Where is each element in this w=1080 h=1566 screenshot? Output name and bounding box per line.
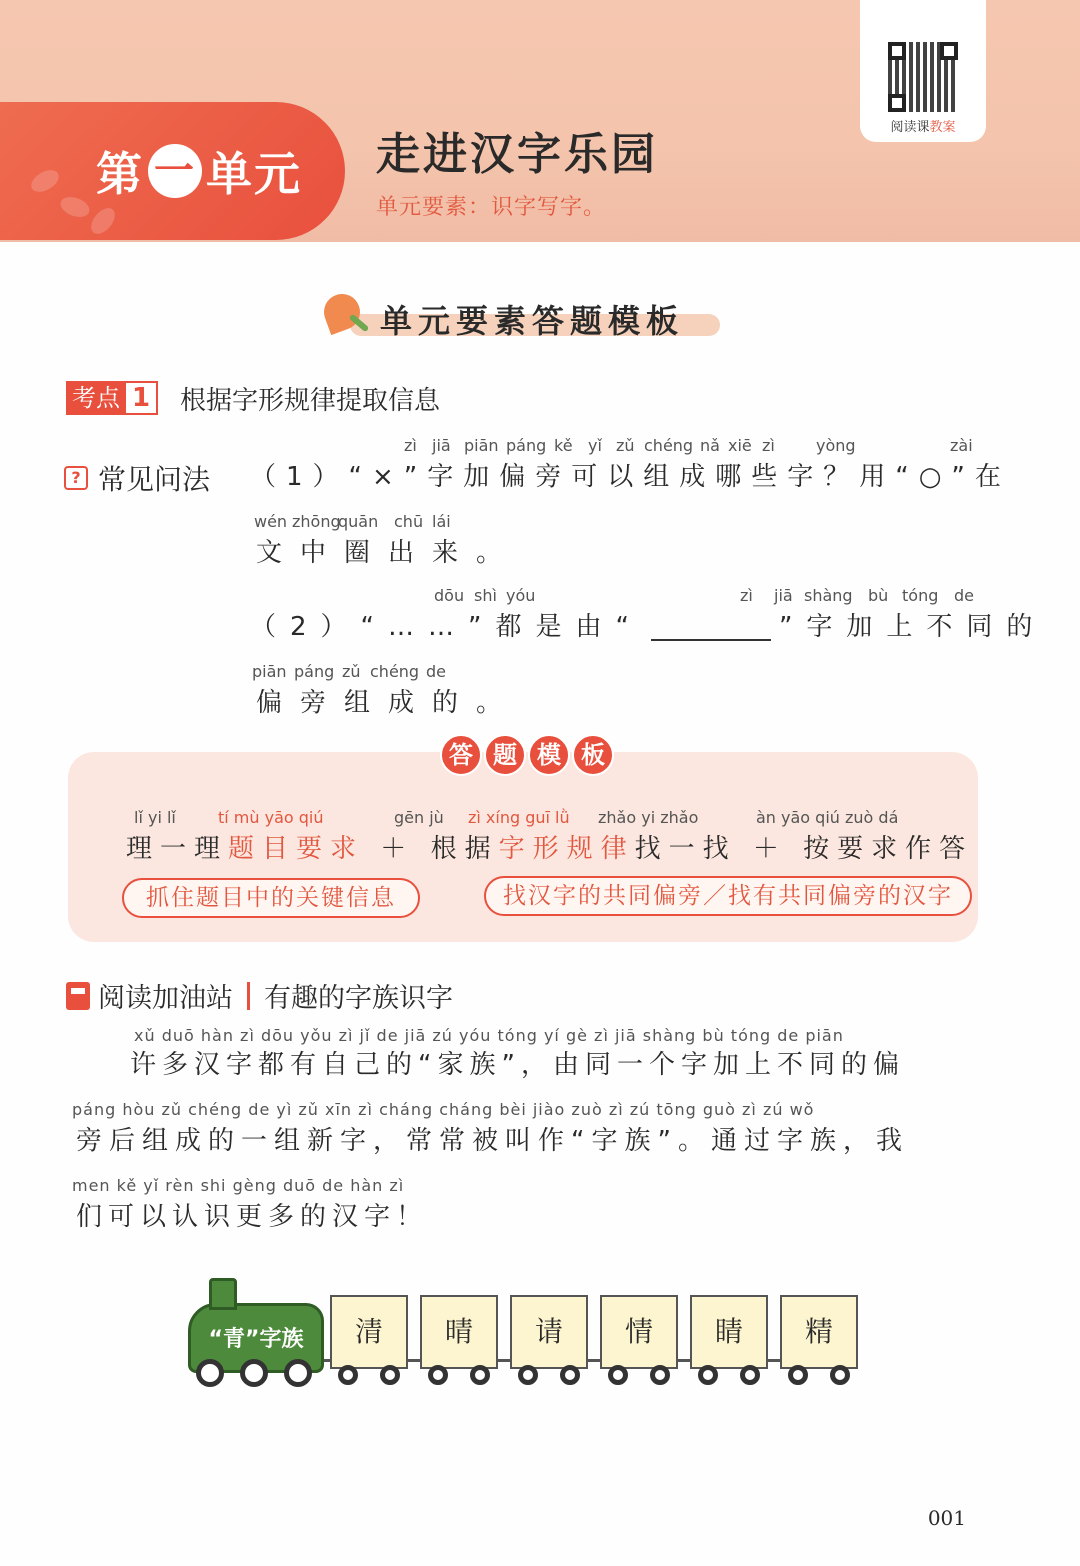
template-pinyin: àn yāo qiú zuò dá <box>756 808 899 827</box>
train-car: 清 <box>330 1295 408 1369</box>
pinyin-syllable: nǎ <box>700 436 720 455</box>
car-wheel-icon <box>518 1365 538 1385</box>
question1-line1: （1）“×”字加偏旁可以组成哪些字？用“○”在 <box>250 462 1011 492</box>
pinyin-syllable: de <box>426 662 446 681</box>
template-pinyin: lǐ yi lǐ <box>134 808 176 827</box>
pinyin-syllable: tóng <box>902 586 939 605</box>
pinyin-syllable: shàng <box>804 586 853 605</box>
question2-line1-a: （2）“……”都是由“ <box>250 612 643 642</box>
pinyin-syllable: yóu <box>506 586 536 605</box>
pinyin-syllable: quān <box>338 512 379 531</box>
reading-line: 旁后组成的一组新字，常常被叫作“字族”。通过字族，我 <box>76 1126 909 1156</box>
pinyin-syllable: dōu <box>434 586 465 605</box>
car-wheel-icon <box>428 1365 448 1385</box>
kaodian-heading <box>66 381 440 415</box>
common-question-label: 常见问法 <box>98 463 211 496</box>
pinyin-syllable: jiā <box>432 436 451 455</box>
hint-pill: 抓住题目中的关键信息 <box>122 878 420 918</box>
pinyin-syllable: de <box>954 586 974 605</box>
pinyin-syllable: zài <box>950 436 973 455</box>
question2-line1-b: ”字加上不同的 <box>778 612 1047 642</box>
question2-line2: 偏旁组成的。 <box>256 688 521 718</box>
answer-blank[interactable] <box>651 615 771 641</box>
train-car: 情 <box>600 1295 678 1369</box>
reading-line: 们可以认识更多的汉字！ <box>76 1202 429 1232</box>
unit-suffix: 单元 <box>206 147 302 201</box>
pinyin-syllable: chéng <box>644 436 694 455</box>
qr-corner-icon <box>888 42 906 60</box>
car-wheel-icon <box>380 1365 400 1385</box>
badge-char: 题 <box>484 734 526 776</box>
unit-element: 单元要素：识字写字。 <box>376 195 607 220</box>
template-keyword: 题目要求 <box>228 834 365 864</box>
kaodian-number: 1 <box>126 381 158 415</box>
kaodian-tag: 考点 <box>66 381 126 415</box>
reading-heading <box>66 976 453 1015</box>
pinyin-syllable: zhōng <box>292 512 341 531</box>
unit-label <box>96 138 302 204</box>
character-family-train <box>178 1275 868 1395</box>
pinyin-syllable: kě <box>554 436 573 455</box>
wheel-icon <box>284 1359 312 1387</box>
reading-line: 许多汉字都有自己的“家族”，由同一个字加上不同的偏 <box>130 1050 905 1080</box>
plus-sign: ＋ <box>752 834 787 864</box>
pinyin-syllable: yòng <box>816 436 856 455</box>
train-car: 精 <box>780 1295 858 1369</box>
template-pinyin: zì xíng guī lǜ <box>468 808 570 827</box>
pinyin-syllable: wén <box>254 512 288 531</box>
template-step: 按要求作答 <box>803 834 974 864</box>
pinyin-syllable: xiē <box>728 436 752 455</box>
template-keyword: 字形规律 <box>498 834 635 864</box>
hint-pill: 找汉字的共同偏旁／找有共同偏旁的汉字 <box>484 876 972 916</box>
badge-char: 模 <box>528 734 570 776</box>
template-pinyin: tí mù yāo qiú <box>218 808 324 827</box>
template-step: 根据 <box>430 834 499 864</box>
pinyin-syllable: páng <box>294 662 335 681</box>
pinyin-syllable: lái <box>432 512 451 531</box>
template-pinyin: gēn jù <box>394 808 444 827</box>
train-car: 请 <box>510 1295 588 1369</box>
unit-prefix: 第 <box>96 147 144 201</box>
reading-pinyin: men kě yǐ rèn shi gèng duō de hàn zì <box>72 1176 405 1195</box>
pinyin-syllable: jiā <box>774 586 793 605</box>
template-step: 找一找 <box>634 834 737 864</box>
car-wheel-icon <box>608 1365 628 1385</box>
reading-pinyin: xǔ duō hàn zì dōu yǒu zì jǐ de jiā zú yóu tóng yí gè zì jiā shàng bù tóng de piān <box>134 1026 844 1045</box>
pinyin-syllable: piān <box>252 662 287 681</box>
pinyin-syllable: zǔ <box>342 662 361 681</box>
template-pinyin: zhǎo yi zhǎo <box>598 808 699 827</box>
pinyin-syllable: páng <box>506 436 547 455</box>
reading-pinyin: páng hòu zǔ chéng de yì zǔ xīn zì cháng cháng bèi jiào zuò zì zú tōng guò zì zú wǒ <box>72 1100 815 1119</box>
pinyin-syllable: zì <box>762 436 775 455</box>
pinyin-syllable: bù <box>868 586 889 605</box>
unit-title: 走进汉字乐园 <box>376 129 658 180</box>
template-badge <box>440 734 616 776</box>
fuel-icon <box>66 982 90 1010</box>
template-step: 理一理 <box>126 834 229 864</box>
reading-subtitle: 有趣的字族识字 <box>264 983 453 1014</box>
car-wheel-icon <box>560 1365 580 1385</box>
qr-label: 阅读课教案 <box>890 120 956 135</box>
unit-number: 一 <box>148 144 202 198</box>
car-wheel-icon <box>788 1365 808 1385</box>
pinyin-syllable: chū <box>394 512 424 531</box>
section-title-text: 单元要素答题模板 <box>380 302 685 340</box>
page-number: 001 <box>927 1506 966 1530</box>
train-car: 睛 <box>690 1295 768 1369</box>
reading-title: 阅读加油站 <box>98 983 233 1014</box>
plus-sign: ＋ <box>380 834 415 864</box>
qr-code-card[interactable] <box>860 0 986 142</box>
common-question-heading <box>64 458 210 498</box>
car-wheel-icon <box>338 1365 358 1385</box>
train-car: 晴 <box>420 1295 498 1369</box>
wheel-icon <box>240 1359 268 1387</box>
wheel-icon <box>196 1359 224 1387</box>
qr-corner-icon <box>940 42 958 60</box>
car-wheel-icon <box>698 1365 718 1385</box>
pinyin-syllable: zì <box>404 436 417 455</box>
template-line <box>126 828 973 865</box>
pinyin-syllable: zì <box>740 586 753 605</box>
section-title <box>320 292 730 342</box>
pinyin-syllable: shì <box>474 586 497 605</box>
question2-line1 <box>250 606 1046 643</box>
badge-char: 板 <box>572 734 614 776</box>
kaodian-text: 根据字形规律提取信息 <box>180 385 441 416</box>
car-wheel-icon <box>470 1365 490 1385</box>
engine-label: “青”字族 <box>208 1327 304 1352</box>
chimney-icon <box>209 1278 237 1310</box>
question-icon: ? <box>64 466 88 490</box>
divider <box>247 982 250 1010</box>
pinyin-syllable: piān <box>464 436 499 455</box>
question1-line2: 文中圈出来。 <box>256 538 521 568</box>
pinyin-syllable: yǐ <box>588 436 602 455</box>
car-wheel-icon <box>740 1365 760 1385</box>
car-wheel-icon <box>650 1365 670 1385</box>
car-wheel-icon <box>830 1365 850 1385</box>
badge-char: 答 <box>440 734 482 776</box>
qr-corner-icon <box>888 94 906 112</box>
pinyin-syllable: chéng <box>370 662 420 681</box>
pinyin-syllable: zǔ <box>616 436 635 455</box>
